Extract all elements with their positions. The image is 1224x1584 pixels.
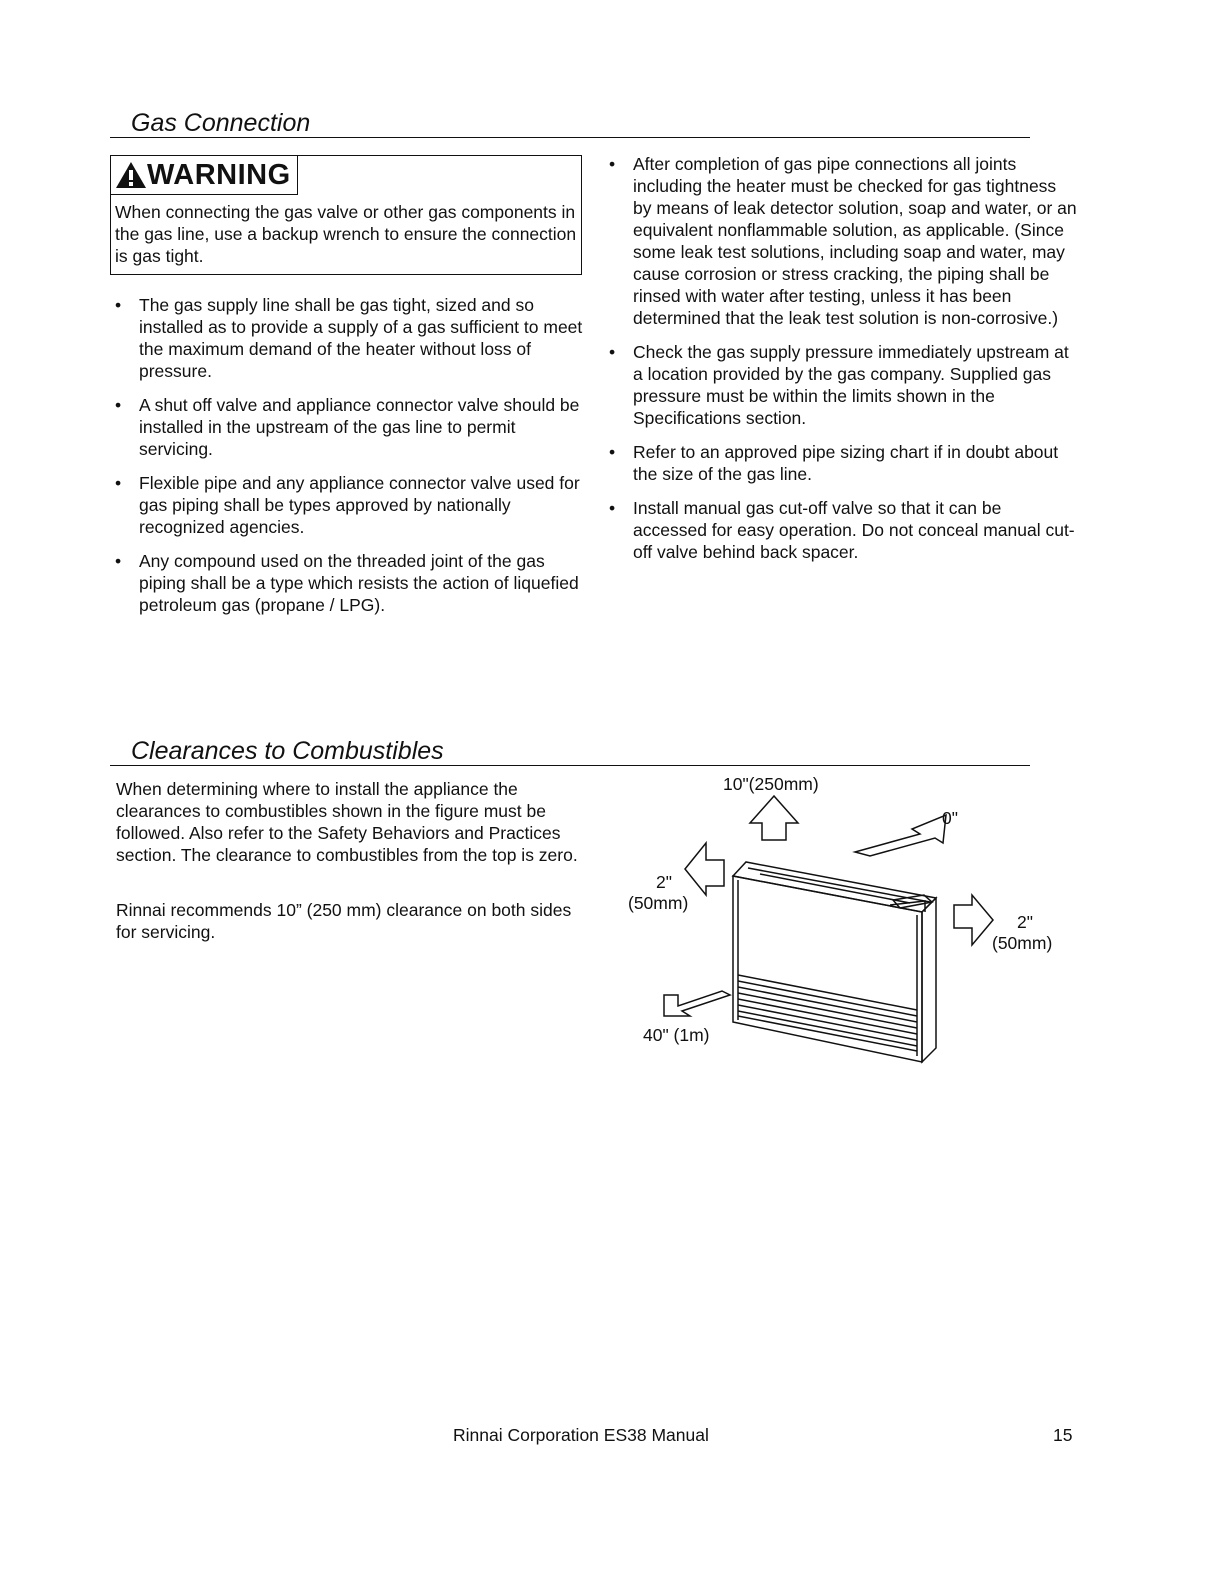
clearances-title: Clearances to Combustibles	[131, 737, 444, 765]
gas-connection-rule	[110, 137, 1030, 138]
top-clearance-label: 10"(250mm)	[723, 774, 819, 794]
list-item: • Install manual gas cut-off valve so that it can be accessed for easy operation. Do not conceal manual cut-off valve behind back spacer.	[609, 497, 1079, 563]
left-clearance-label-inch: 2"	[656, 872, 672, 892]
back-arrow-icon	[855, 815, 946, 856]
heater-side-face	[922, 898, 936, 1062]
heater-top-face	[733, 862, 936, 912]
warning-title: WARNING	[147, 159, 291, 191]
right-arrow-icon	[954, 895, 993, 945]
clearances-paragraph-2: Rinnai recommends 10” (250 mm) clearance on both sides for servicing.	[116, 900, 572, 942]
top-arrow-icon	[750, 796, 798, 840]
gas-connection-title: Gas Connection	[131, 109, 311, 137]
back-clearance-label: 0"	[942, 808, 958, 828]
warning-box	[110, 155, 582, 275]
clearance-diagram	[620, 765, 1070, 1075]
front-clearance-label: 40" (1m)	[643, 1025, 710, 1045]
list-item: • Check the gas supply pressure immediately upstream at a location provided by the gas company. Supplied gas pressure must be within the limits shown in the Specifications section.	[609, 341, 1079, 429]
right-clearance-label-inch: 2"	[1017, 912, 1033, 932]
left-bullet-column	[115, 294, 585, 628]
list-item: • Any compound used on the threaded joint of the gas piping shall be a type which resists the action of liquefied petroleum gas (propane / LPG).	[115, 550, 585, 616]
page-number: 15	[1053, 1425, 1073, 1445]
list-item: • Flexible pipe and any appliance connector valve used for gas piping shall be types approved by nationally recognized agencies.	[115, 472, 585, 538]
list-item: • After completion of gas pipe connections all joints including the heater must be checked for gas tightness by means of leak detector solution, soap and water, or an equivalent nonflammable solution, as applicable. (Since some leak test solutions, including soap and water, may cause corrosion or stress cracking, the piping shall be rinsed with water after testing, unless it has been determined that the leak test solution is non-corrosive.)	[609, 153, 1079, 329]
left-arrow-icon	[685, 843, 724, 895]
footer-text: Rinnai Corporation ES38 Manual	[453, 1425, 709, 1445]
left-clearance-label-mm: (50mm)	[628, 893, 689, 913]
list-item: • Refer to an approved pipe sizing chart if in doubt about the size of the gas line.	[609, 441, 1079, 485]
warning-triangle-icon	[115, 161, 147, 189]
warning-header	[111, 156, 298, 195]
clearances-paragraph-1: When determining where to install the appliance the clearances to combustibles shown in the figure must be followed. Also refer to the Safety Behaviors and Practices section. The clearance to combustibles from the top is zero.	[116, 779, 578, 865]
list-item: • A shut off valve and appliance connector valve should be installed in the upstream of the gas line to permit servicing.	[115, 394, 585, 460]
right-clearance-label-mm: (50mm)	[992, 933, 1053, 953]
front-arrow-icon	[664, 991, 730, 1016]
warning-text: When connecting the gas valve or other gas components in the gas line, use a backup wrench to ensure the connection is gas tight.	[115, 202, 577, 266]
right-bullet-column	[609, 153, 1079, 575]
list-item: • The gas supply line shall be gas tight, sized and so installed as to provide a supply of a gas sufficient to meet the maximum demand of the heater without loss of pressure.	[115, 294, 585, 382]
